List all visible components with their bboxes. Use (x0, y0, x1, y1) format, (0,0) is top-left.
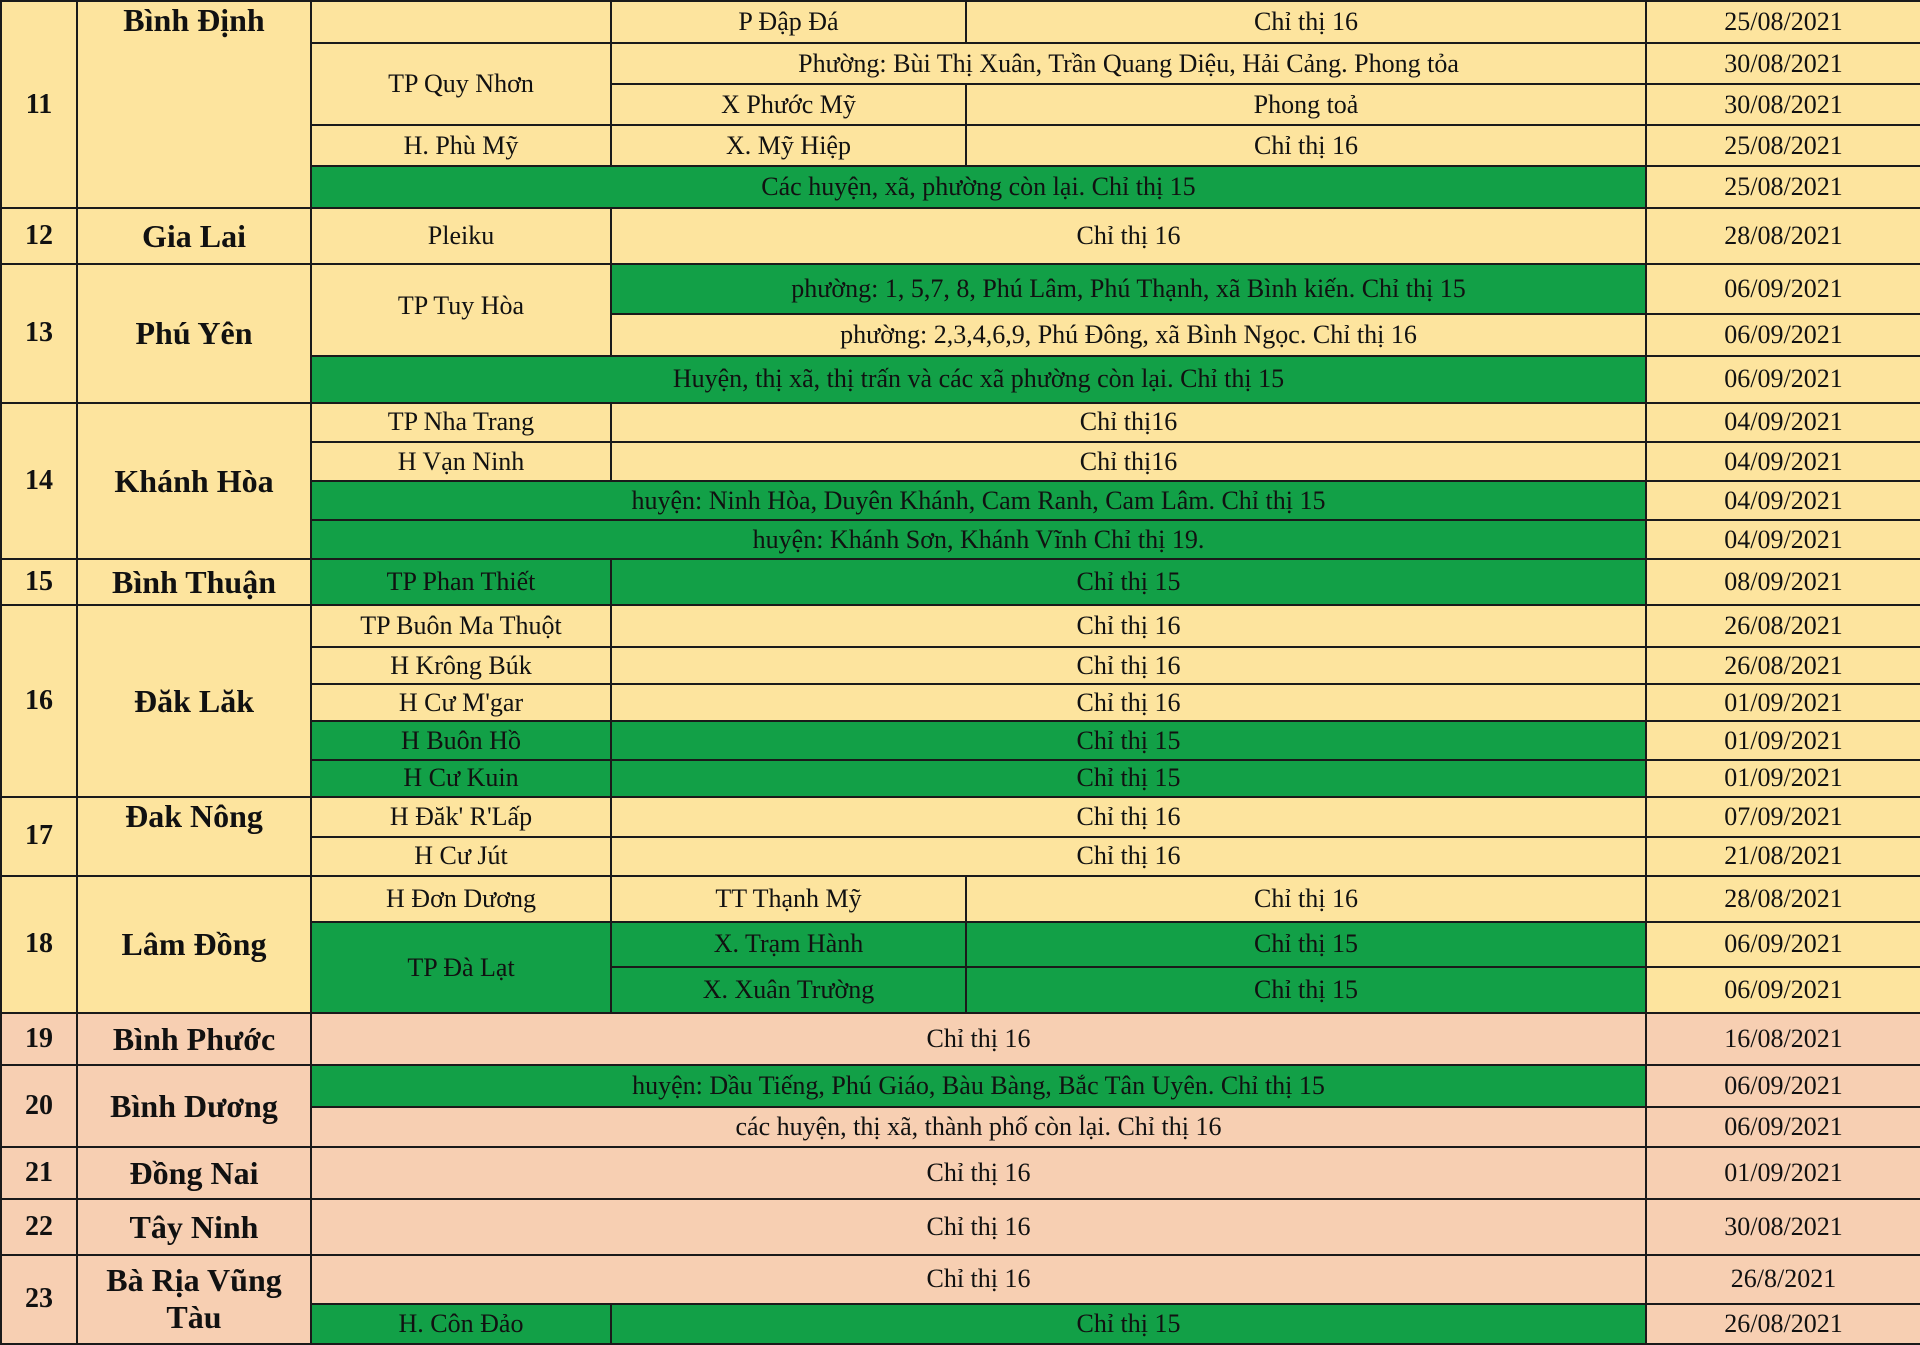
measure-cell: Chỉ thị 16 (311, 1199, 1646, 1254)
measure-cell: Chỉ thị 15 (611, 1304, 1646, 1344)
province-name: Bình Phước (77, 1013, 311, 1065)
date-cell: 06/09/2021 (1646, 356, 1920, 403)
district-cell: H Vạn Ninh (311, 442, 611, 481)
row-number: 11 (1, 1, 77, 208)
table-row (1, 1199, 1920, 1254)
measure-cell: huyện: Khánh Sơn, Khánh Vĩnh Chỉ thị 19. (311, 520, 1646, 559)
district-cell: TP Nha Trang (311, 403, 611, 442)
measure-cell: Chỉ thị 16 (966, 125, 1646, 166)
date-cell: 30/08/2021 (1646, 1199, 1920, 1254)
province-name: Đồng Nai (77, 1147, 311, 1199)
row-number: 17 (1, 797, 77, 876)
province-name: Đăk Lăk (77, 605, 311, 796)
measure-cell: phường: 1, 5,7, 8, Phú Lâm, Phú Thạnh, xã Bình kiến. Chỉ thị 15 (611, 264, 1646, 314)
measure-cell: Huyện, thị xã, thị trấn và các xã phường còn lại. Chỉ thị 15 (311, 356, 1646, 403)
measure-cell: Chỉ thị16 (611, 403, 1646, 442)
measure-cell: Chỉ thị 16 (611, 647, 1646, 684)
date-cell: 06/09/2021 (1646, 922, 1920, 967)
province-name: Lâm Đồng (77, 876, 311, 1013)
table-row (1, 605, 1920, 647)
row-number: 14 (1, 403, 77, 559)
measure-cell: Phường: Bùi Thị Xuân, Trần Quang Diệu, Hải Cảng. Phong tỏa (611, 43, 1646, 84)
measure-cell: Chỉ thị 15 (611, 760, 1646, 797)
commune-cell: X Phước Mỹ (611, 84, 966, 125)
row-number: 18 (1, 876, 77, 1013)
province-name: Bình Thuận (77, 559, 311, 605)
table-row (1, 264, 1920, 314)
row-number: 15 (1, 559, 77, 605)
measure-cell: Chỉ thị 15 (966, 967, 1646, 1013)
province-name: Bình Dương (77, 1065, 311, 1147)
measure-cell: huyện: Ninh Hòa, Duyên Khánh, Cam Ranh, Cam Lâm. Chỉ thị 15 (311, 481, 1646, 520)
district-cell: TP Buôn Ma Thuột (311, 605, 611, 647)
table-row (1, 876, 1920, 922)
province-name: Bà Rịa Vũng Tàu (77, 1255, 311, 1344)
date-cell: 16/08/2021 (1646, 1013, 1920, 1065)
date-cell: 01/09/2021 (1646, 1147, 1920, 1199)
district-cell: TP Phan Thiết (311, 559, 611, 605)
date-cell: 08/09/2021 (1646, 559, 1920, 605)
date-cell: 21/08/2021 (1646, 837, 1920, 876)
commune-cell: X. Mỹ Hiệp (611, 125, 966, 166)
date-cell: 06/09/2021 (1646, 264, 1920, 314)
date-cell: 25/08/2021 (1646, 166, 1920, 208)
commune-cell: X. Trạm Hành (611, 922, 966, 967)
commune-cell: X. Xuân Trường (611, 967, 966, 1013)
measure-cell: Chỉ thị 16 (966, 1, 1646, 43)
date-cell: 25/08/2021 (1646, 125, 1920, 166)
date-cell: 06/09/2021 (1646, 1107, 1920, 1147)
row-number: 12 (1, 208, 77, 263)
date-cell: 04/09/2021 (1646, 442, 1920, 481)
commune-cell: TT Thạnh Mỹ (611, 876, 966, 922)
district-cell: H Cư Kuin (311, 760, 611, 797)
date-cell: 04/09/2021 (1646, 520, 1920, 559)
district-cell: H Đăk' R'Lấp (311, 797, 611, 837)
row-number: 23 (1, 1255, 77, 1344)
province-name: Khánh Hòa (77, 403, 311, 559)
date-cell: 01/09/2021 (1646, 721, 1920, 759)
date-cell: 30/08/2021 (1646, 43, 1920, 84)
district-cell: H Krông Búk (311, 647, 611, 684)
table-row (1, 1255, 1920, 1304)
date-cell: 26/08/2021 (1646, 1304, 1920, 1344)
row-number: 21 (1, 1147, 77, 1199)
date-cell: 25/08/2021 (1646, 1, 1920, 43)
table-row (1, 1, 1920, 43)
district-cell: H. Côn Đảo (311, 1304, 611, 1344)
district-cell: H Cư Jút (311, 837, 611, 876)
row-number: 22 (1, 1199, 77, 1254)
province-name: Bình Định (77, 1, 311, 208)
date-cell: 07/09/2021 (1646, 797, 1920, 837)
measure-cell: Phong toả (966, 84, 1646, 125)
table-row (1, 403, 1920, 442)
measure-cell: Chỉ thị 16 (611, 208, 1646, 263)
province-name: Đak Nông (77, 797, 311, 876)
date-cell: 06/09/2021 (1646, 1065, 1920, 1107)
measure-cell: Chỉ thị 16 (611, 684, 1646, 721)
date-cell: 28/08/2021 (1646, 876, 1920, 922)
row-number: 20 (1, 1065, 77, 1147)
date-cell: 04/09/2021 (1646, 403, 1920, 442)
district-cell (311, 1, 611, 43)
date-cell: 01/09/2021 (1646, 760, 1920, 797)
measure-cell: Các huyện, xã, phường còn lại. Chỉ thị 15 (311, 166, 1646, 208)
date-cell: 26/8/2021 (1646, 1255, 1920, 1304)
row-number: 16 (1, 605, 77, 796)
measure-cell: Chỉ thị 16 (311, 1147, 1646, 1199)
table-row (1, 208, 1920, 263)
measure-cell: các huyện, thị xã, thành phố còn lại. Chỉ thị 16 (311, 1107, 1646, 1147)
province-name: Phú Yên (77, 264, 311, 403)
measure-cell: Chỉ thị 16 (311, 1255, 1646, 1304)
district-cell: Pleiku (311, 208, 611, 263)
measure-cell: Chỉ thị 16 (611, 837, 1646, 876)
district-cell: TP Đà Lạt (311, 922, 611, 1013)
date-cell: 30/08/2021 (1646, 84, 1920, 125)
district-cell: H Buôn Hồ (311, 721, 611, 759)
measure-cell: Chỉ thị 16 (611, 605, 1646, 647)
measure-cell: Chỉ thị16 (611, 442, 1646, 481)
table-row (1, 797, 1920, 837)
date-cell: 26/08/2021 (1646, 647, 1920, 684)
date-cell: 26/08/2021 (1646, 605, 1920, 647)
measure-cell: phường: 2,3,4,6,9, Phú Đông, xã Bình Ngọc. Chỉ thị 16 (611, 314, 1646, 356)
district-cell: TP Quy Nhơn (311, 43, 611, 125)
measure-cell: Chỉ thị 15 (966, 922, 1646, 967)
measure-cell: Chỉ thị 15 (611, 559, 1646, 605)
table-row (1, 559, 1920, 605)
table-row (1, 1065, 1920, 1107)
measure-cell: Chỉ thị 16 (311, 1013, 1646, 1065)
district-cell: H Đơn Dương (311, 876, 611, 922)
commune-cell: P Đập Đá (611, 1, 966, 43)
district-cell: TP Tuy Hòa (311, 264, 611, 356)
date-cell: 04/09/2021 (1646, 481, 1920, 520)
district-cell: H Cư M'gar (311, 684, 611, 721)
measure-cell: Chỉ thị 15 (611, 721, 1646, 759)
table-row (1, 1013, 1920, 1065)
date-cell: 06/09/2021 (1646, 314, 1920, 356)
date-cell: 28/08/2021 (1646, 208, 1920, 263)
district-cell: H. Phù Mỹ (311, 125, 611, 166)
table-row (1, 1147, 1920, 1199)
row-number: 19 (1, 1013, 77, 1065)
date-cell: 01/09/2021 (1646, 684, 1920, 721)
province-name: Tây Ninh (77, 1199, 311, 1254)
date-cell: 06/09/2021 (1646, 967, 1920, 1013)
province-name: Gia Lai (77, 208, 311, 263)
measure-cell: huyện: Dầu Tiếng, Phú Giáo, Bàu Bàng, Bắc Tân Uyên. Chỉ thị 15 (311, 1065, 1646, 1107)
measure-cell: Chỉ thị 16 (611, 797, 1646, 837)
measure-cell: Chỉ thị 16 (966, 876, 1646, 922)
row-number: 13 (1, 264, 77, 403)
